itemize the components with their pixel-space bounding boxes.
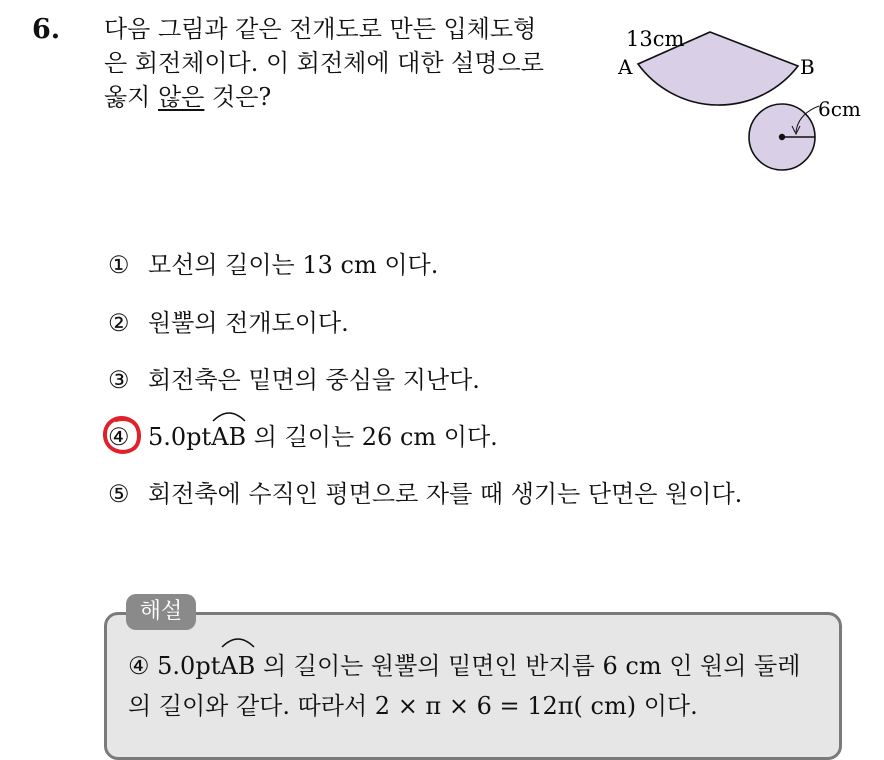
choice-number: ④: [108, 423, 130, 451]
arc-ab: [211, 420, 246, 454]
choice-1[interactable]: [108, 248, 438, 282]
cone-net-figure: [612, 22, 880, 190]
underlined-word: 않은: [158, 83, 205, 111]
choice-text: 회전축에 수직인 평면으로 자를 때 생기는 단면은 원이다.: [148, 480, 743, 508]
explanation-prefix: 5.0pt: [157, 652, 221, 680]
choice-3[interactable]: [108, 363, 480, 397]
arc-label: AB: [211, 423, 247, 451]
label-length: 13cm: [626, 27, 685, 51]
choice-text: 모선의 길이는 13 cm 이다.: [148, 251, 439, 279]
stem-line: 은 회전체이다. 이 회전체에 대한 설명으로: [104, 49, 544, 77]
explanation-line: [128, 646, 828, 686]
stem-line: 다음 그림과 같은 전개도로 만든 입체도형: [104, 15, 537, 43]
explanation-text: [128, 646, 828, 726]
choice-number: ②: [108, 309, 130, 337]
question-number: 6.: [32, 14, 61, 45]
choice-2[interactable]: [108, 306, 349, 340]
stem-text: 옳지: [104, 83, 158, 111]
choice-4[interactable]: [108, 420, 498, 454]
explanation-line: 의 길이와 같다. 따라서 2 × π × 6 = 12π( cm) 이다.: [128, 692, 698, 720]
answer-circle-mark: [100, 414, 144, 458]
choice-5[interactable]: [108, 477, 742, 511]
question-stem: [104, 12, 594, 114]
stem-text: 것은?: [204, 83, 272, 111]
choice-number: ⑤: [108, 480, 130, 508]
label-radius: 6cm: [818, 97, 861, 121]
explanation-tag: 해설: [126, 594, 196, 630]
label-a: A: [618, 55, 633, 79]
choice-number: ③: [108, 366, 130, 394]
label-b: B: [800, 55, 815, 79]
arc-symbol: [211, 408, 247, 422]
choice-text: 회전축은 밑면의 중심을 지난다.: [148, 366, 480, 394]
choice-text: 의 길이는 26 cm 이다.: [246, 423, 498, 451]
stem-line: [104, 80, 594, 114]
choice-prefix: 5.0pt: [148, 423, 212, 451]
explanation-rest: 의 길이는 원뿔의 밑면인 반지름 6 cm 인 원의 둘레: [255, 652, 801, 680]
arc-symbol: [220, 634, 256, 648]
arc-label: AB: [220, 652, 256, 680]
explanation-num: ④: [128, 652, 150, 680]
choice-number: ①: [108, 251, 130, 279]
choice-text: 원뿔의 전개도이다.: [148, 309, 349, 337]
arc-ab: [220, 646, 255, 686]
